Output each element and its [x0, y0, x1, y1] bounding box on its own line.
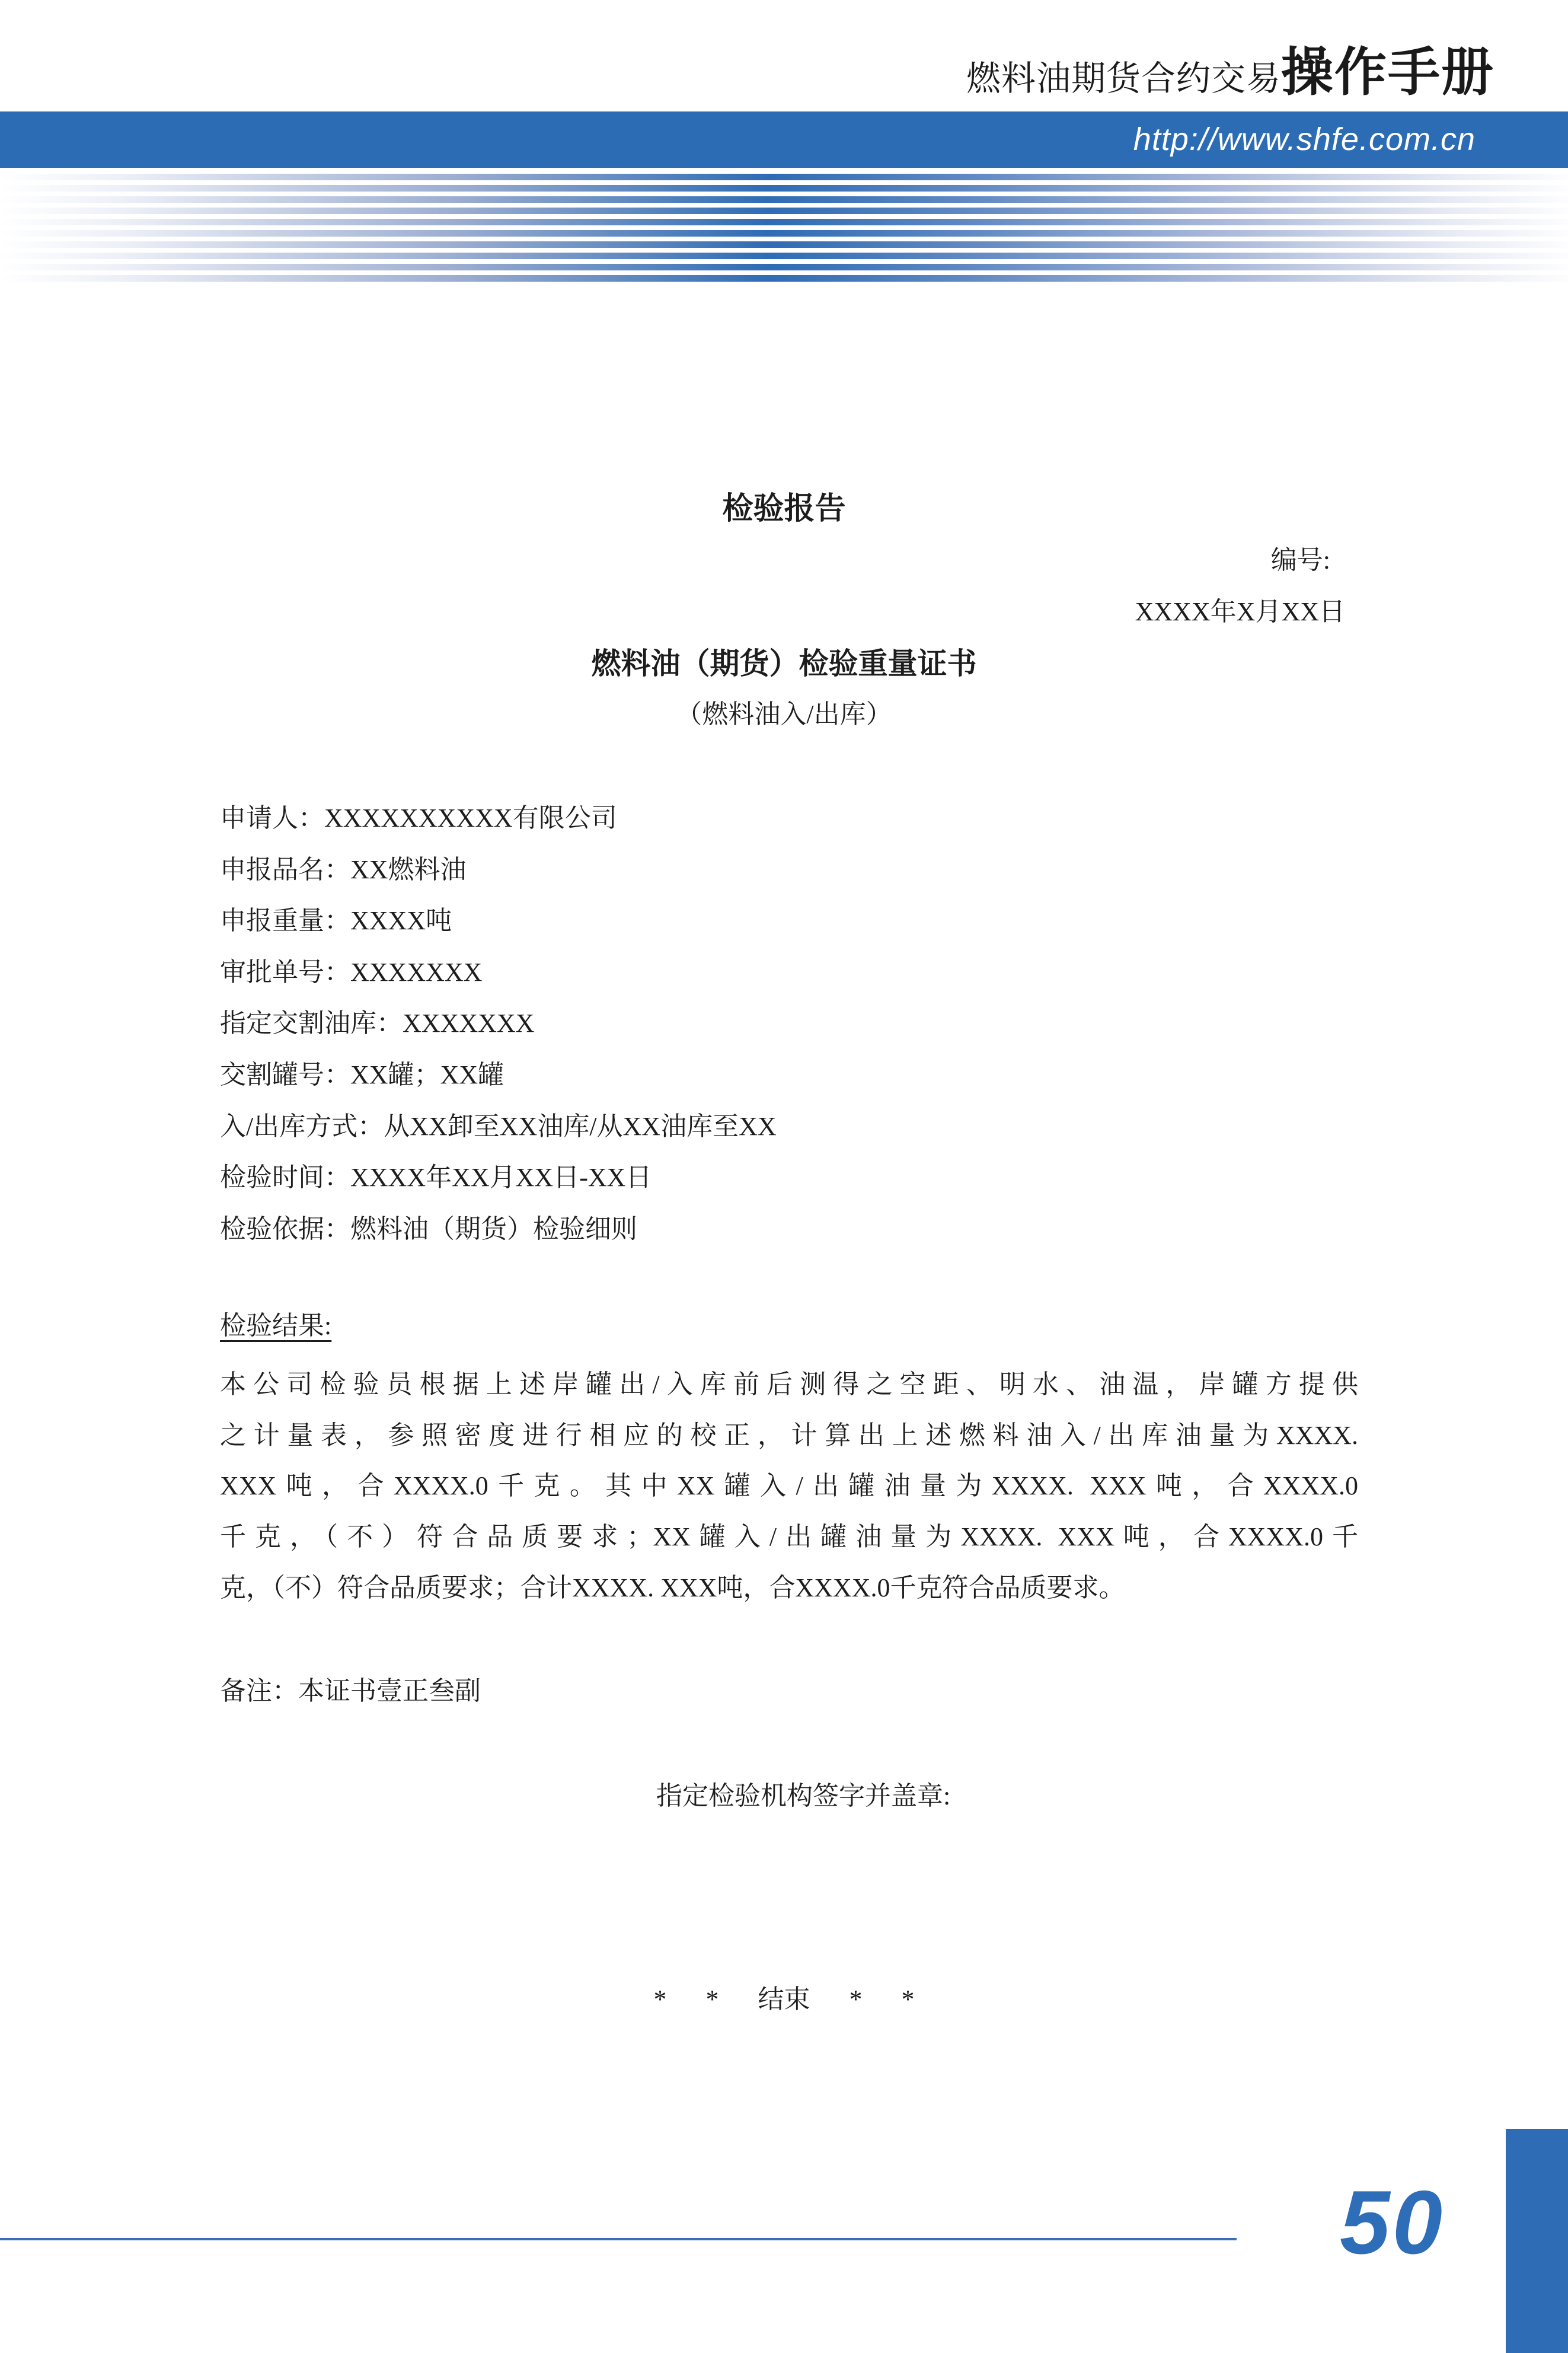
manual-header — [966, 31, 1494, 106]
results-heading: 检验结果: — [220, 1311, 332, 1340]
decorative-stripe — [0, 264, 1568, 270]
decorative-stripe — [0, 253, 1568, 259]
results-line: 之计量表，参照密度进行相应的校正，计算出上述燃料油入/出库油量为XXXX. — [220, 1420, 1358, 1450]
field-line-tank-numbers: 交割罐号：XX罐；XX罐 — [220, 1060, 504, 1089]
field-line-transfer-method: 入/出库方式：从XX卸至XX油库/从XX油库至XX — [220, 1111, 777, 1141]
decorative-stripe — [0, 219, 1568, 225]
field-line-applicant: 申请人：XXXXXXXXXX有限公司 — [220, 804, 617, 833]
field-line-inspection-basis: 检验依据：燃料油（期货）检验细则 — [220, 1214, 637, 1244]
footer-accent-block — [1506, 2129, 1568, 2353]
end-marker: * * 结束 * * — [653, 1985, 915, 2014]
field-line-inspection-time: 检验时间：XXXX年XX月XX日-XX日 — [220, 1163, 652, 1193]
report-date: XXXX年X月XX日 — [1135, 597, 1345, 626]
field-line-declared-weight: 申报重量：XXXX吨 — [220, 906, 452, 936]
report-title: 检验报告 — [722, 492, 846, 526]
manual-title-main: 操作手册 — [1280, 43, 1494, 101]
results-line: XXX吨，合XXXX.0千克。其中XX罐入/出罐油量为XXXX. XXX吨，合XXXX.0 — [220, 1471, 1358, 1501]
certificate-subtitle: （燃料油入/出库） — [676, 700, 892, 729]
report-number-label: 编号: — [1270, 546, 1330, 575]
decorative-stripe — [0, 275, 1568, 282]
certificate-title: 燃料油（期货）检验重量证书 — [591, 647, 977, 680]
decorative-stripe — [0, 241, 1568, 248]
url-banner — [0, 111, 1568, 168]
decorative-stripe — [0, 174, 1568, 180]
results-paragraph — [220, 1359, 1358, 1614]
decorative-stripe — [0, 185, 1568, 192]
field-line-delivery-depot: 指定交割油库：XXXXXXX — [220, 1009, 535, 1038]
signature-label: 指定检验机构签字并盖章: — [656, 1781, 951, 1810]
results-line: 本公司检验员根据上述岸罐出/入库前后测得之空距、明水、油温，岸罐方提供 — [220, 1370, 1358, 1399]
field-list — [220, 793, 1358, 1255]
website-url: http://www.shfe.com.cn — [1133, 122, 1476, 157]
decorative-stripe — [0, 230, 1568, 237]
decorative-stripe-band — [0, 174, 1568, 286]
decorative-stripe — [0, 196, 1568, 203]
manual-title-prefix: 燃料油期货合约交易 — [966, 59, 1281, 98]
results-line: 克，（不）符合品质要求；合计XXXX. XXX吨，合XXXX.0千克符合品质要求。 — [220, 1573, 1125, 1602]
results-line: 千克，（不）符合品质要求；XX罐入/出罐油量为XXXX. XXX吨，合XXXX.0千 — [220, 1522, 1358, 1552]
decorative-stripe — [0, 208, 1568, 214]
field-line-approval-number: 审批单号：XXXXXXX — [220, 957, 483, 987]
field-line-declared-product: 申报品名：XX燃料油 — [220, 855, 467, 884]
footer-divider-line — [0, 2238, 1237, 2240]
note-line: 备注：本证书壹正叁副 — [220, 1676, 481, 1705]
page-number: 50 — [1340, 2172, 1445, 2273]
